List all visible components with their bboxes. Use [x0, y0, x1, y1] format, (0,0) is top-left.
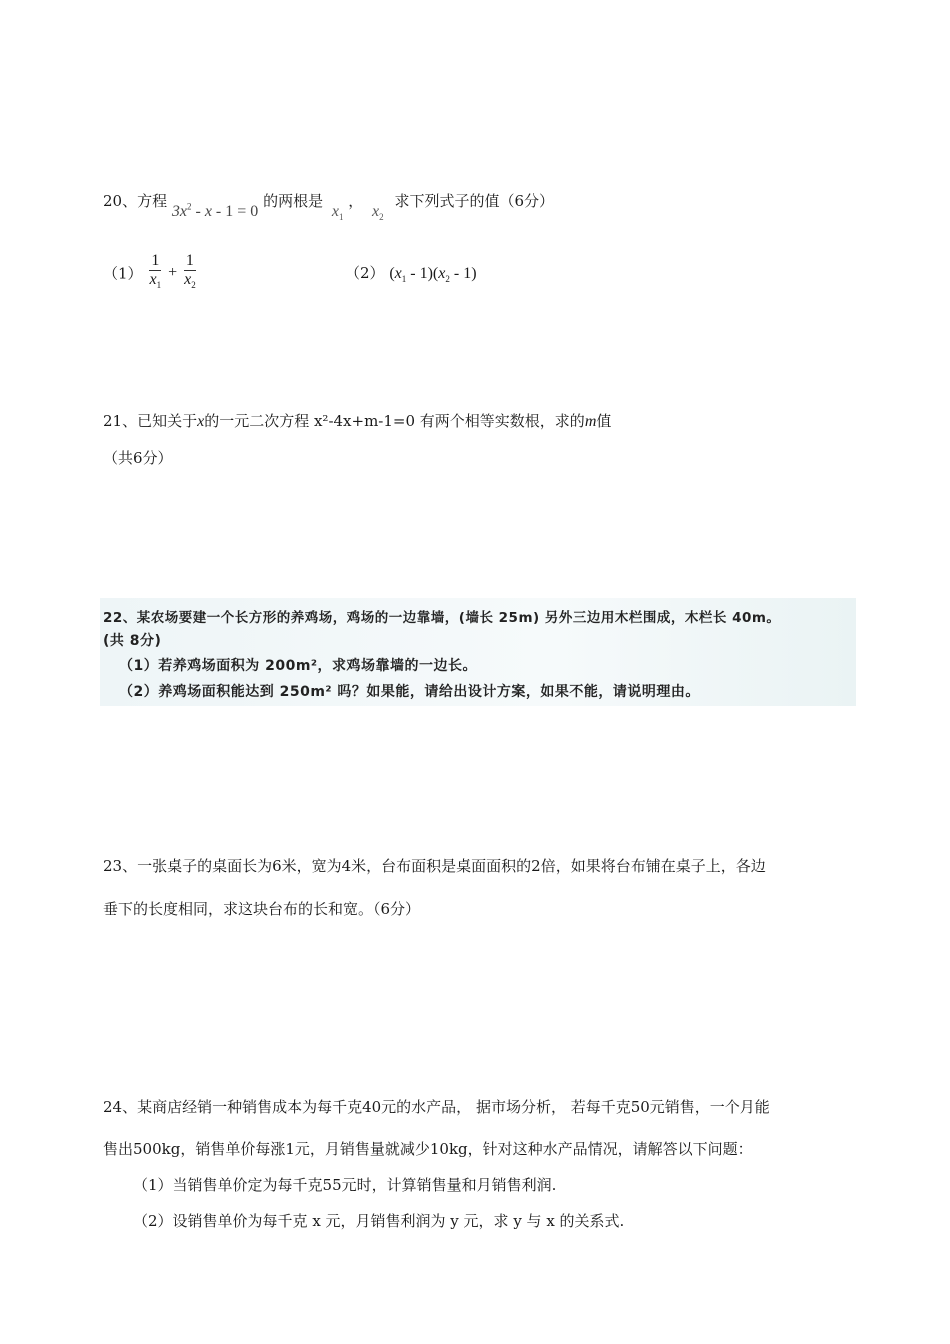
- q24-line1: 24、某商店经销一种销售成本为每千克40元的水产品， 据市场分析， 若每千克50元销售，一个月能: [103, 1098, 770, 1116]
- q24-part1: （1）当销售单价定为每千克55元时，计算销售量和月销售利润.: [133, 1176, 557, 1194]
- q20-plus: +: [168, 264, 178, 282]
- q21-line1: [103, 410, 611, 431]
- q22-line4: （2）养鸡场面积能达到 250m² 吗？如果能，请给出设计方案，如果不能，请说明理由。: [119, 684, 700, 700]
- q20-equation: $3x^2 - x - 1 = 0$: [171, 201, 259, 220]
- q20-part1-label: （1）: [103, 264, 143, 283]
- q20-root2: $x_2$: [372, 203, 384, 223]
- q21-var-m: m: [584, 413, 597, 430]
- q20-part2: [345, 262, 477, 284]
- q22-line1: 22、某农场要建一个长方形的养鸡场，鸡场的一边靠墙，(墙长 25m) 另外三边用木栏围成，木栏长 40m。: [103, 610, 781, 626]
- q24-part2: （2）设销售单价为每千克 x 元，月销售利润为 y 元，求 y 与 x 的关系式.: [133, 1212, 625, 1230]
- q21-pre: 21、已知关于: [103, 412, 198, 430]
- q21-var-x: x: [197, 413, 205, 430]
- q20-frac2: $\frac{1}{x_2}$: [184, 252, 196, 291]
- q23-line1: 23、一张桌子的桌面长为6米，宽为4米，台布面积是桌面面积的2倍，如果将台布铺在桌子上，各边: [103, 857, 766, 875]
- q23-line2: 垂下的长度相同，求这块台布的长和宽。（6分）: [103, 900, 421, 918]
- q21-mid: 的一元二次方程 x²-4x+m-1=0 有两个相等实数根，求的: [204, 412, 585, 430]
- q20-part2-expr: $(x_1 - 1)(x_2 - 1)$: [389, 265, 477, 285]
- q20-sep: ，: [348, 192, 364, 210]
- q20-frac1: $\frac{1}{x_1}$: [149, 252, 162, 291]
- q20-part1: [103, 252, 198, 294]
- q22-line3: （1）若养鸡场面积为 200m²，求鸡场靠墙的一边长。: [119, 658, 478, 674]
- q21-line2: （共6分）: [103, 449, 173, 467]
- q20-part2-label: （2）: [345, 264, 385, 282]
- q20-root1: $x_1$: [331, 203, 344, 223]
- q20-prefix: 20、方程: [103, 192, 168, 210]
- q21-end: 值: [596, 412, 612, 430]
- q20-middle: 的两根是: [263, 192, 324, 210]
- q22-line2: (共 8分): [103, 633, 162, 649]
- q24-line2: 售出500kg，销售单价每涨1元，月销售量就减少10kg，针对这种水产品情况，请解答以下问题：: [103, 1140, 753, 1158]
- q20-line: [103, 188, 554, 223]
- q20-suffix: 求下列式子的值（6分）: [394, 192, 554, 210]
